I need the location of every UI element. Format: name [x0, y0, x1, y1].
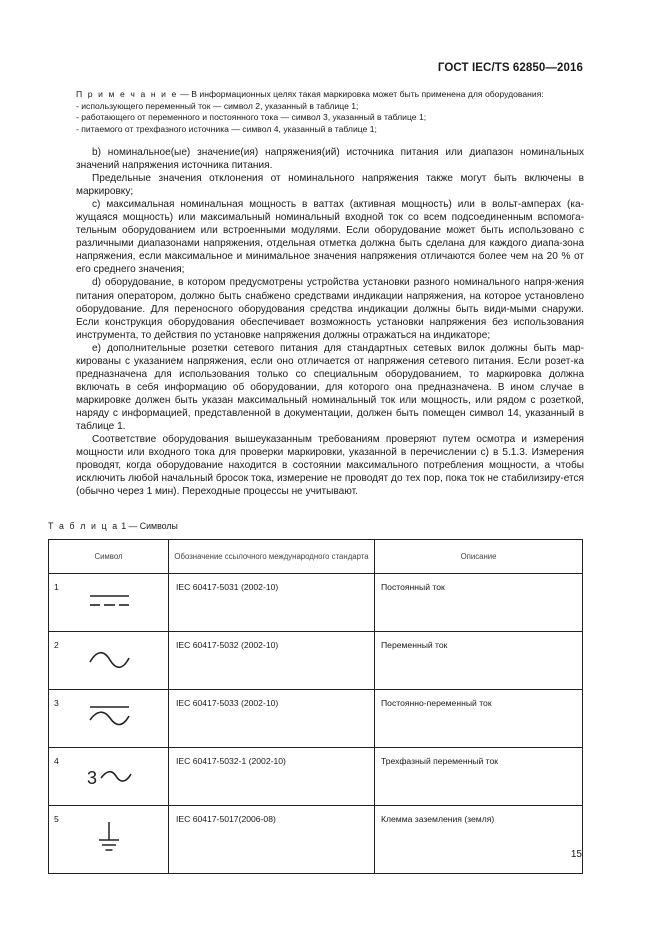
description-cell: Переменный ток: [375, 632, 583, 690]
header-description: Описание: [375, 540, 583, 574]
standard-cell: IEC 60417-5033 (2002-10): [169, 690, 375, 748]
three-phase-glyph: 3: [87, 768, 98, 788]
table-row: [49, 574, 583, 632]
table-row: [49, 690, 583, 748]
page-number: 15: [570, 849, 582, 860]
row-number: 5: [54, 814, 59, 824]
row-number: 4: [54, 756, 59, 766]
symbol-cell: [49, 806, 169, 874]
note-label: П р и м е ч а н и е: [76, 89, 178, 99]
note-item: - использующего переменный ток — символ 2, указанный в таблице 1;: [76, 100, 359, 111]
standard-cell: IEC 60417-5017(2006-08): [169, 806, 375, 874]
symbol-cell: [49, 574, 169, 632]
row-number: 2: [54, 640, 59, 650]
paragraph-tolerance: Предельные значения отклонения от номинального напряжения также могут быть включены в маркировку;: [76, 173, 584, 198]
paragraph-compliance: Соответствие оборудования вышеуказанным требованиям проверяют путем осмотра и измерения мощности или входного тока для проверки маркировки, указанной в перечислении c) в 5.1.3. Измерения проводят, когда оборудование находится в состоянии максимального потребления мощности, а чтобы исключить любой начальный бросок тока, измерение не проводят до тех пор, пока ток не стабилизиру-ется (обычно через 1 мин). Переходные процессы не учитывают.: [76, 434, 584, 498]
table-caption-title: 1 — Символы: [118, 521, 178, 531]
description-cell: Постоянно-переменный ток: [375, 690, 583, 748]
note-item: - работающего от переменного и постоянного тока — символ 3, указанный в таблице 1;: [76, 112, 427, 123]
table-row: [49, 632, 583, 690]
header-standard: Обозначение ссылочного международного стандарта: [169, 540, 375, 574]
table-header-row: [49, 540, 583, 574]
symbol-cell: [49, 690, 169, 748]
earth-ground-icon: [95, 820, 123, 856]
symbols-table: [48, 539, 583, 874]
table-row: [49, 806, 583, 874]
row-number: 3: [54, 698, 59, 708]
symbol-cell: [49, 748, 169, 806]
standard-cell: IEC 60417-5032 (2002-10): [169, 632, 375, 690]
table-caption: [48, 521, 178, 531]
three-phase-ac-icon: [85, 766, 135, 788]
body-text: [76, 146, 584, 498]
table-caption-label: Т а б л и ц а: [48, 521, 119, 531]
paragraph-c: c) максимальная номинальная мощность в ваттах (активная мощность) или в вольт-амперах (ка-жущаяся мощность) или максимальный номинальный входной ток со всем подсоединенным вспомога-тельным оборудованием или встроенными модулями. Если оборудование может быть использовано с различными диапазонами напряжения, отдельная отметка должна быть сделана для каждого диапа-зона напряжения, если максимальное и минимальное значения напряжения отличаются более чем на 20 % от его среднего значения;: [76, 199, 584, 276]
description-cell: Постоянный ток: [375, 574, 583, 632]
paragraph-d: d) оборудование, в котором предусмотрены устройства установки разного номинального напря-жения питания оператором, должно быть снабжено средствами индикации напряжения, на которое установлено оборудование. Для переносного оборудования средства индикации должны быть види-мыми снаружи. Если конструкция оборудования обеспечивает возможность установки напряжения без использования инструмента, то действия по установке напряжения должны отражаться на индикаторе;: [76, 277, 584, 341]
paragraph-b: b) номинальное(ые) значение(ия) напряжения(ий) источника питания или диапазон номинальных значений напряжения источника питания.: [76, 147, 584, 172]
note-intro: [76, 89, 586, 101]
description-cell: Трехфазный переменный ток: [375, 748, 583, 806]
standard-cell: IEC 60417-5031 (2002-10): [169, 574, 375, 632]
note-block: [76, 89, 586, 135]
document-header: ГОСТ IEC/TS 62850—2016: [437, 62, 583, 74]
table-row: [49, 748, 583, 806]
note-intro-text: — В информационных целях такая маркировка может быть применена для оборудования:: [177, 89, 544, 99]
symbol-cell: [49, 632, 169, 690]
note-item: - питаемого от трехфазного источника — символ 4, указанный в таблице 1;: [76, 123, 377, 134]
dc-current-icon: [87, 588, 133, 612]
standard-cell: IEC 60417-5032-1 (2002-10): [169, 748, 375, 806]
paragraph-e: e) дополнительные розетки сетевого питания для стандартных сетевых вилок должны быть мар-кированы с указанием напряжения, если оно отличается от напряжения сетевого питания. Если розет-ка предназначена для использования только со специальным оборудованием, то маркировка должна включать в себя информацию об оборудовании, для которого она предназначена. В ином случае в маркировке должен быть указан максимальный номинальный ток или мощность, или рядом с розеткой, наряду с информацией, представленной в документации, должен быть помещен символ 14, указанный в таблице 1.: [76, 342, 584, 432]
ac-dc-current-icon: [87, 702, 133, 730]
description-cell: Клемма заземления (земля): [375, 806, 583, 874]
ac-current-icon: [87, 648, 133, 672]
header-symbol: Символ: [49, 540, 169, 574]
row-number: 1: [54, 582, 59, 592]
